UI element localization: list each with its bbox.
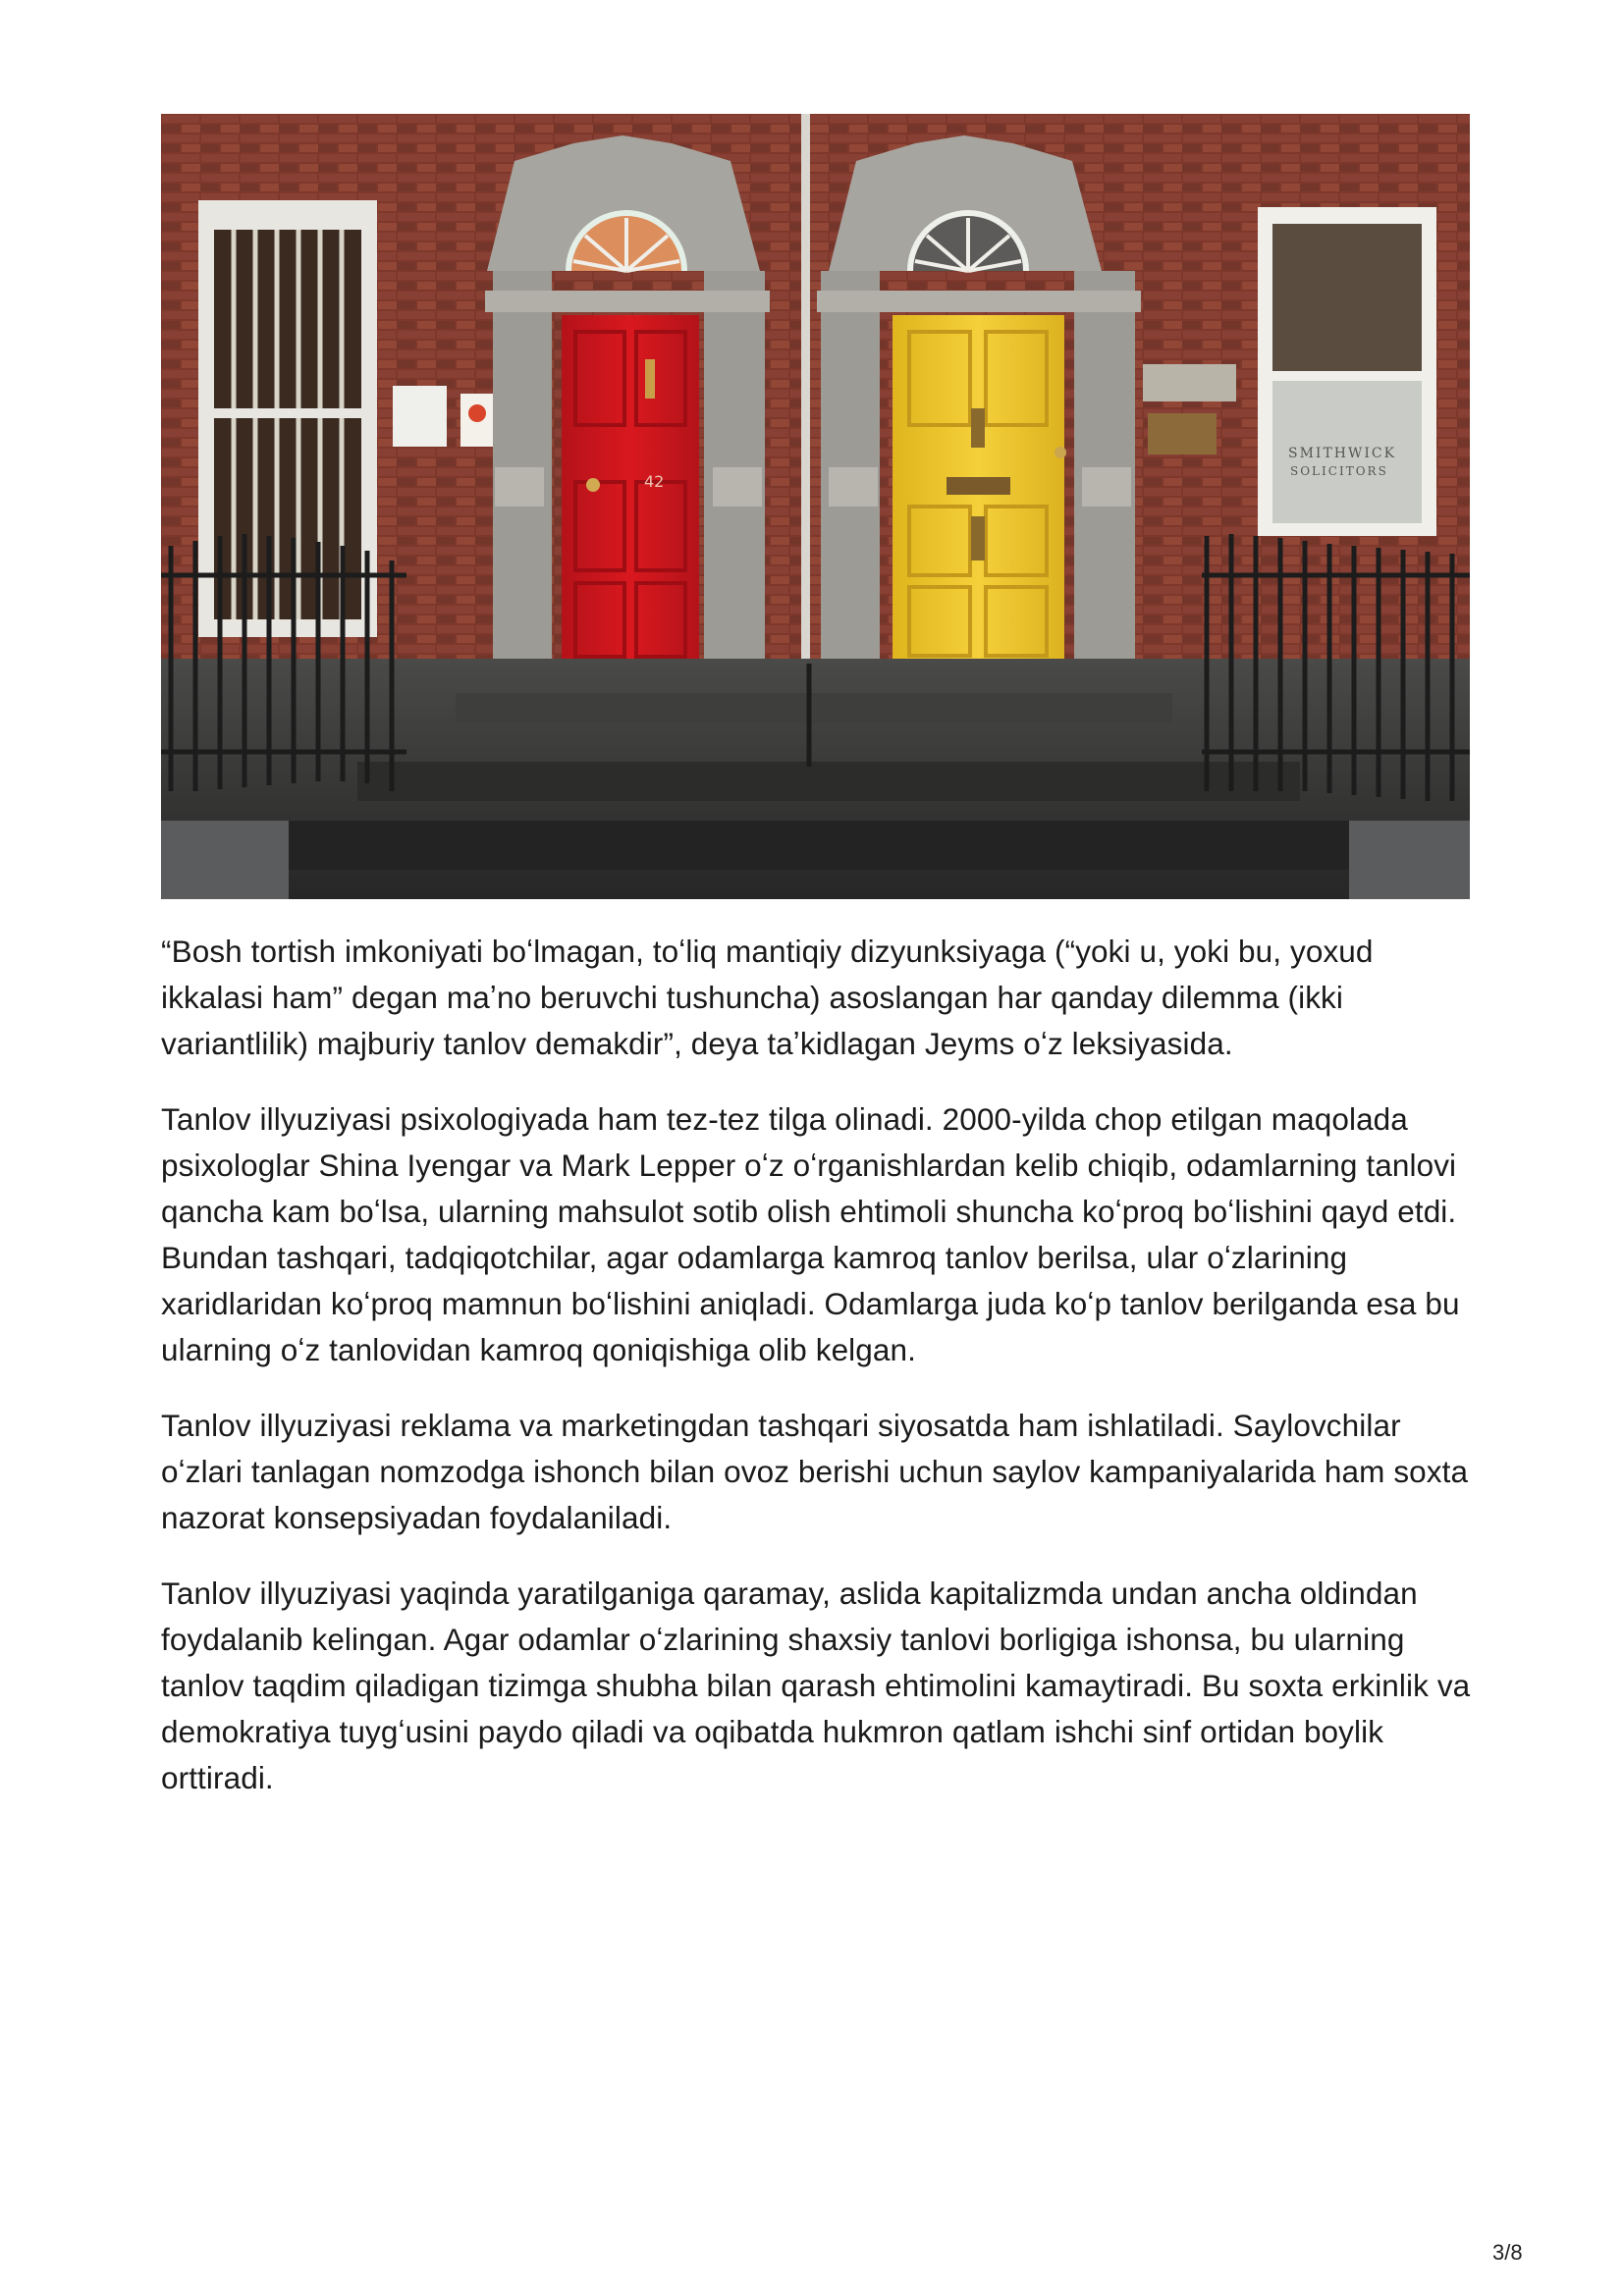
left-window [198,200,377,637]
paragraph: Tanlov illyuziyasi yaqinda yaratilganiga qaramay, aslida kapitalizmda undan ancha oldindan foydalanib kelingan. Agar odamlar oʻzlarining shaxsiy tanlovi borligiga ishonsa, bu ularning tanlov taqdim qiladigan tizimga shubha bilan qarash ehtimolini kamaytiradi. Bu soxta erkinlik va demokratiya tuygʻusini paydo qiladi va oqibatda hukmron qatlam ishchi sinf ortidan boylik orttiradi. [161,1575,1471,1795]
article-body [161,929,1477,1831]
svg-text:SMITHWICK: SMITHWICK [1288,446,1397,461]
yellow-door [893,315,1066,668]
article-photo [161,114,1470,899]
paragraph: Tanlov illyuziyasi psixologiyada ham tez-tez tilga olinadi. 2000-yilda chop etilgan maqolada psixologlar Shina Iyengar va Mark Lepper oʻz oʻrganishlardan kelib chiqib, odamlarning tanlovi qancha kam boʻlsa, ularning mahsulot sotib olish ehtimoli shuncha koʻproq boʻlishini qayd etdi. Bundan tashqari, tadqiqotchilar, agar odamlarga kamroq tanlov berilsa, ular oʻzlarining xaridlaridan koʻproq mamnun boʻlishini aniqladi. Odamlarga juda koʻp tanlov berilganda esa bu ularning oʻz tanlovidan kamroq qoniqishiga olib kelgan. [161,1101,1460,1367]
page-number: 3/8 [1492,2240,1523,2265]
svg-text:SOLICITORS: SOLICITORS [1290,464,1388,478]
red-door [562,315,699,668]
paragraph: Tanlov illyuziyasi reklama va marketingdan tashqari siyosatda ham ishlatiladi. Saylovchilar oʻzlari tanlagan nomzodga ishonch bilan ovoz berishi uchun saylov kampaniyalarida ham soxta nazorat konsepsiyadan foydalaniladi. [161,1408,1469,1535]
paragraph: “Bosh tortish imkoniyati boʻlmagan, toʻliq mantiqiy dizyunksiyaga (“yoki u, yoki bu, yoxud ikkalasi ham” degan maʼno beruvchi tushuncha) asoslangan har qanday dilemma (ikki variantlilik) majburiy tanlov demakdir”, deya taʼkidlagan Jeyms oʻz leksiyasida. [161,934,1374,1061]
right-window [1258,207,1436,536]
svg-text:42: 42 [644,472,665,491]
